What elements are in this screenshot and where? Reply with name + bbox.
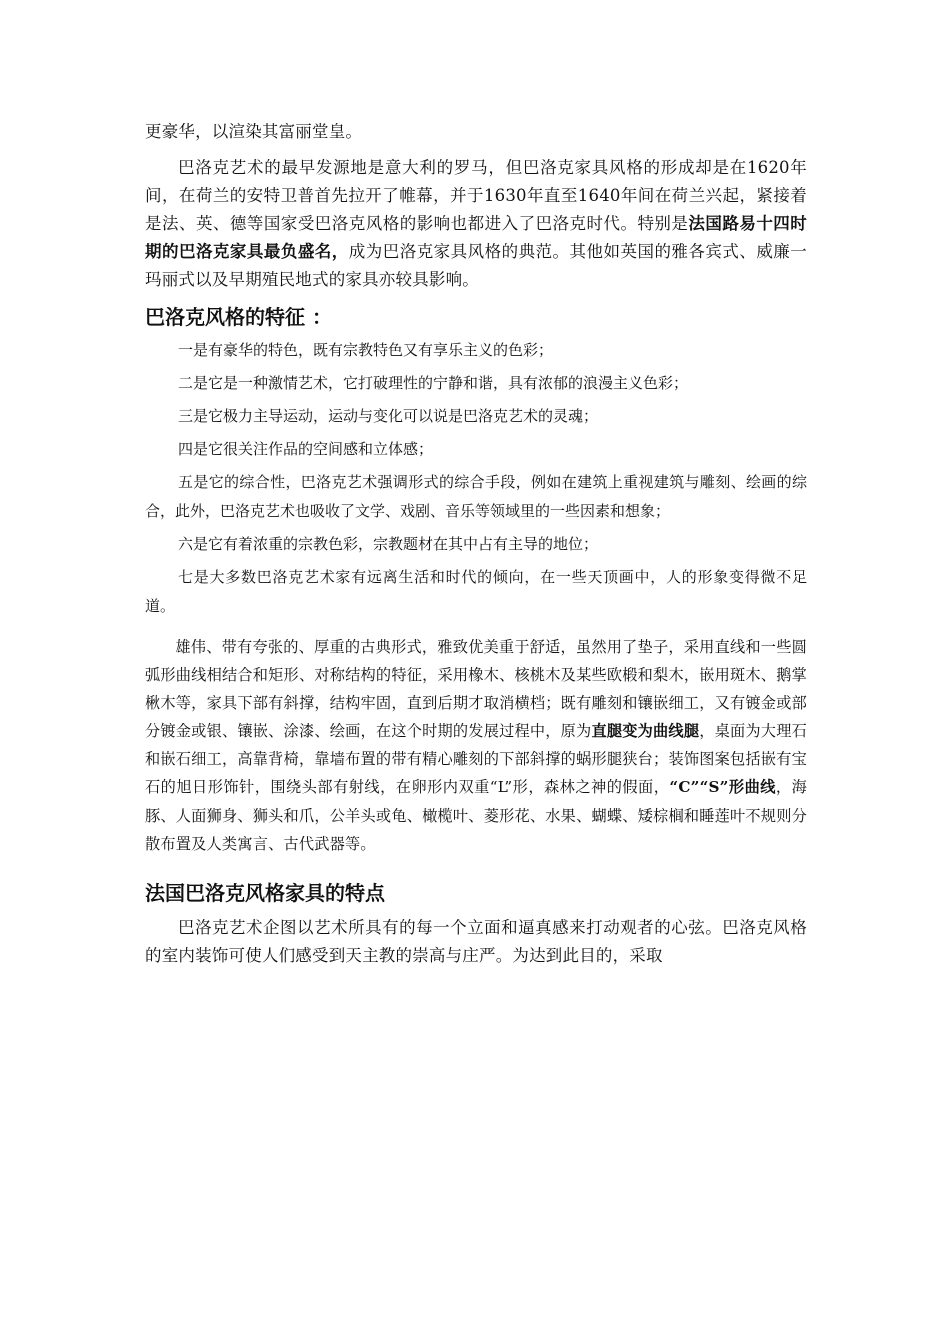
feature-item: 四是它很关注作品的空间感和立体感； [178,440,434,458]
origin-paragraph [145,154,807,294]
furniture-bold-curves: “C”“S”形曲线 [669,778,776,797]
furniture-bold-legs: 直腿变为曲线腿 [591,722,700,741]
feature-item: 三是它极力主导运动，运动与变化可以说是巴洛克艺术的灵魂； [178,407,599,425]
heading-france: 法国巴洛克风格家具的特点 [145,880,385,905]
features-list [145,336,807,621]
origin-text-part1: 巴洛克艺术的最早发源地是意大利的罗马，但巴洛克家具风格的形成却是在1620年间，在荷兰的安特卫普首先拉开了帷幕，并于1630年直至1640年间在荷兰兴起，紧接着是法、英、德等国家受巴洛克风格的影响也都进入了巴洛克时代。特别是 [145,158,807,233]
feature-item: 七是大多数巴洛克艺术家有远离生活和时代的倾向，在一些天顶画中，人的形象变得微不足道。 [145,568,807,615]
feature-item: 五是它的综合性，巴洛克艺术强调形式的综合手段，例如在建筑上重视建筑与雕刻、绘画的综合，此外，巴洛克艺术也吸收了文学、戏剧、音乐等领域里的一些因素和想象； [145,473,807,520]
feature-item: 一是有豪华的特色，既有宗教特色又有享乐主义的色彩； [178,341,554,359]
document-page [145,118,807,978]
furniture-block [145,633,807,858]
intro-tail-paragraph: 更豪华，以渲染其富丽堂皇。 [145,122,363,141]
origin-text-part2: 成为巴洛克家具风格的典范。其他如英国的雅各宾式、威廉一玛丽式以及早期殖民地式的家具亦较具影响。 [145,242,807,289]
furniture-text-part2: ，桌面为大理石和嵌石细工，高靠背椅，靠墙布置的带有精心雕刻的下部斜撑的蜗形腿狭台；装饰图案包括嵌有宝石的旭日形饰针，围绕头部有射线，在卵形内双重“L”形，森林之神的假面， [145,722,807,797]
origin-bold-text: 法国路易十四时期的巴洛克家具最负盛名， [145,214,807,261]
france-paragraph: 巴洛克艺术企图以艺术所具有的每一个立面和逼真感来打动观者的心弦。巴洛克风格的室内装饰可使人们感受到天主教的崇高与庄严。为达到此目的，采取 [145,917,807,965]
furniture-text-part1: 雄伟、带有夸张的、厚重的古典形式，雅致优美重于舒适，虽然用了垫子，采用直线和一些圆弧形曲线相结合和矩形、对称结构的特征，采用橡木、核桃木及某些欧椴和梨木，嵌用斑木、鹅掌楸木等，家具下部有斜撑，结构牢固，直到后期才取消横档；既有雕刻和镶嵌细工，又有镀金或部分镀金或银、镶嵌、涂漆、绘画，在这个时期的发展过程中，原为 [145,638,807,741]
furniture-text-part3: ，海豚、人面狮身、狮头和爪，公羊头或龟、橄榄叶、菱形花、水果、蝴蝶、矮棕榈和睡莲叶不规则分散布置及人类寓言、古代武器等。 [145,778,807,853]
feature-item: 二是它是一种激情艺术，它打破理性的宁静和谐，具有浓郁的浪漫主义色彩； [178,374,689,392]
heading-features: 巴洛克风格的特征 ： [145,305,332,329]
furniture-paragraph [145,633,807,858]
feature-item: 六是它有着浓重的宗教色彩，宗教题材在其中占有主导的地位； [178,535,599,553]
